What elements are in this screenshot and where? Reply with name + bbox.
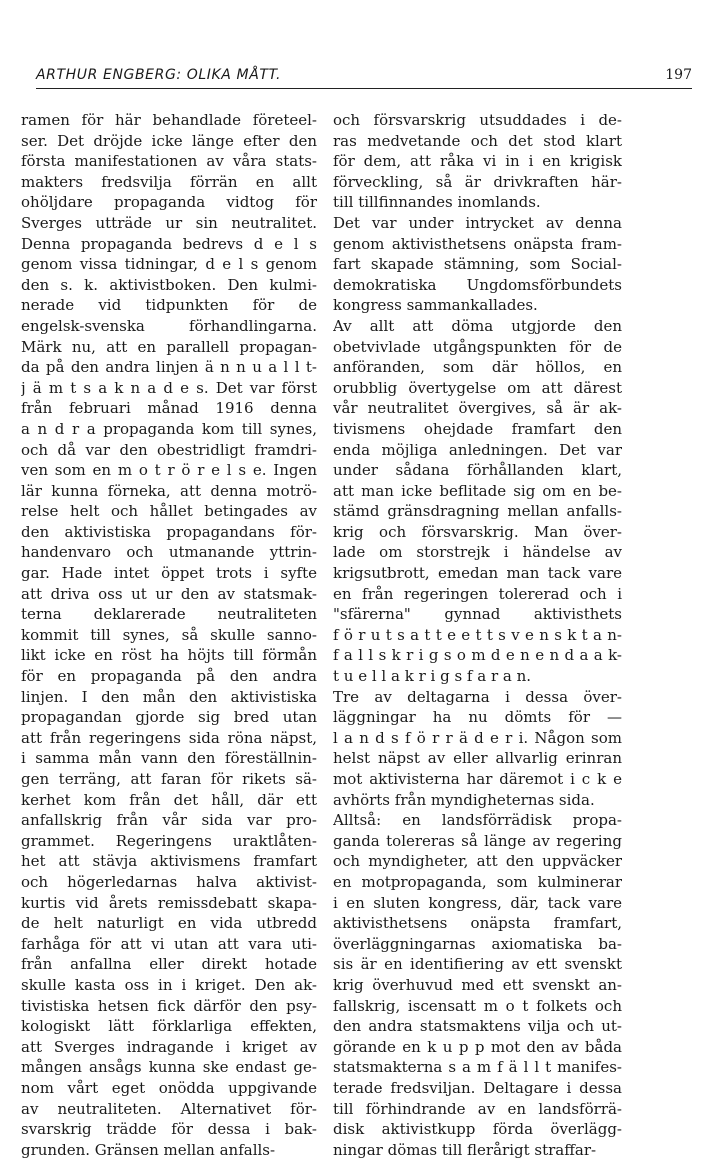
text-line: da på den andra linjen ä n n u a l l t- xyxy=(21,358,317,377)
text-line: kerhet kom från det håll, där ett xyxy=(21,790,317,809)
text-line: "sfärerna" gynnad aktivisthets xyxy=(333,605,622,624)
text-line: tivismens ohejdade framfart den xyxy=(333,419,622,438)
text-line: ras medvetande och det stod klart xyxy=(333,131,622,150)
text-line: obetvivlade utgångspunkten för de xyxy=(333,337,622,356)
text-line: under sådana förhållanden klart, xyxy=(333,461,622,480)
text-line: grammet. Regeringens uraktlåten- xyxy=(21,831,317,850)
text-line: och högerledarnas halva aktivist- xyxy=(21,872,317,891)
text-line: och då var den obestridligt framdri- xyxy=(21,440,317,459)
text-line: anfallskrig från vår sida var pro- xyxy=(21,811,317,830)
text-line: överläggningarnas axiomatiska ba- xyxy=(333,934,622,953)
text-line: mången ansågs kunna ske endast ge- xyxy=(21,1058,317,1077)
text-line: nom vårt eget onödda uppgivande xyxy=(21,1078,317,1097)
text-line: disk aktivistkupp förda överlägg- xyxy=(333,1120,622,1139)
text-line: helst näpst av eller allvarlig erinran xyxy=(333,749,622,768)
text-line: ganda tolereras så länge av regering xyxy=(333,831,622,850)
text-line: i en sluten kongress, där, tack vare xyxy=(333,893,622,912)
text-line: Sverges utträde ur sin neutralitet. xyxy=(21,213,317,232)
text-line: makters fredsvilja förrän en allt xyxy=(21,172,317,191)
text-line: l a n d s f ö r r ä d e r i. Någon som xyxy=(333,728,622,747)
text-line: förveckling, så är drivkraften här- xyxy=(333,172,622,191)
text-line: j ä m t s a k n a d e s. Det var först xyxy=(21,378,317,397)
text-line: ramen för här behandlade företeel- xyxy=(21,111,317,129)
text-line: första manifestationen av våra stats- xyxy=(21,152,317,171)
text-line: terade fredsviljan. Deltagare i dessa xyxy=(333,1078,622,1097)
text-line: kurtis vid årets remissdebatt skapa- xyxy=(21,893,317,912)
page-header xyxy=(36,64,692,89)
text-line: i samma mån vann den föreställnin- xyxy=(21,749,317,768)
text-line: att man icke beflitade sig om en be- xyxy=(333,481,622,500)
text-line: skulle kasta oss in i kriget. Den ak- xyxy=(21,975,317,994)
text-line: sis är en identifiering av ett svenskt xyxy=(333,955,622,974)
text-line: ser. Det dröjde icke länge efter den xyxy=(21,131,317,150)
text-line: stämd gränsdragning mellan anfalls- xyxy=(333,502,622,521)
text-line: Det var under intrycket av denna xyxy=(333,213,622,232)
text-line: från februari månad 1916 denna xyxy=(21,399,317,418)
text-line: Av allt att döma utgjorde den xyxy=(333,316,622,335)
text-line: svarskrig trädde för dessa i bak- xyxy=(21,1120,317,1139)
text-line: aktivisthetsens onäpsta framfart, xyxy=(333,914,622,933)
text-line: lär kunna förneka, att denna motrö- xyxy=(21,481,317,500)
text-line: vår neutralitet övergives, så är ak- xyxy=(333,399,622,418)
text-line: enda möjliga anledningen. Det var xyxy=(333,440,622,459)
text-line: fallskrig, iscensatt m o t folkets och xyxy=(333,996,622,1015)
text-line: av neutraliteten. Alternativet för- xyxy=(21,1099,317,1118)
text-line: genom vissa tidningar, d e l s genom xyxy=(21,255,317,274)
text-line: den aktivistiska propagandans för- xyxy=(21,522,317,541)
text-line: linjen. I den mån den aktivistiska xyxy=(21,687,317,706)
text-line: orubblig övertygelse om att därest xyxy=(333,378,622,397)
text-line: den s. k. aktivistboken. Den kulmi- xyxy=(21,275,317,294)
text-line: Alltså: en landsförrädisk propa- xyxy=(333,811,622,830)
page-number: 197 xyxy=(665,67,692,83)
text-line: att driva oss ut ur den av statsmak- xyxy=(21,584,317,603)
text-line: att från regeringens sida röna näpst, xyxy=(21,728,317,747)
text-line: Tre av deltagarna i dessa över- xyxy=(333,687,622,706)
text-line: t u e l l a k r i g s f a r a n. xyxy=(333,667,532,686)
right-column xyxy=(333,110,622,1160)
text-line: f a l l s k r i g s o m d e n e n d a a k- xyxy=(333,646,622,665)
text-line: demokratiska Ungdomsförbundets xyxy=(333,275,622,294)
text-line: Märk nu, att en parallell propagan- xyxy=(21,337,317,356)
text-line: f ö r u t s a t t e e t t s v e n s k t a n- xyxy=(333,625,622,644)
text-line: ven som en m o t r ö r e l s e. Ingen xyxy=(21,461,317,480)
text-line: avhörts från myndigheternas sida. xyxy=(333,790,595,809)
text-line: och försvarskrig utsuddades i de- xyxy=(333,111,622,129)
text-line: kommit till synes, så skulle sanno- xyxy=(21,625,317,644)
text-line: gar. Hade intet öppet trots i syfte xyxy=(21,564,317,583)
text-line: till tillfinnandes inomlands. xyxy=(333,193,541,212)
text-line: a n d r a propaganda kom till synes, xyxy=(21,419,317,438)
text-line: anföranden, som där höllos, en xyxy=(333,358,622,377)
text-line: grunden. Gränsen mellan anfalls- xyxy=(21,1140,276,1159)
text-line: tivistiska hetsen fick därför den psy- xyxy=(21,996,317,1015)
text-line: och myndigheter, att den uppväcker xyxy=(333,852,622,871)
text-line: statsmakterna s a m f ä l l t manifes- xyxy=(333,1058,622,1077)
text-line: terna deklarerade neutraliteten xyxy=(21,605,317,624)
text-line: mot aktivisterna har däremot i c k e xyxy=(333,770,622,788)
text-line: propagandan gjorde sig bred utan xyxy=(21,708,317,727)
text-line: handenvaro och utmanande yttrin- xyxy=(21,543,317,562)
running-head: ARTHUR ENGBERG: OLIKA MÅTT. xyxy=(36,67,282,83)
text-line: för en propaganda på den andra xyxy=(21,667,317,686)
text-line: de helt naturligt en vida utbredd xyxy=(21,914,317,933)
text-line: krig överhuvud med ett svenskt an- xyxy=(333,975,622,994)
text-line: för dem, att råka vi in i en krigisk xyxy=(333,152,622,171)
text-line: engelsk-svenska förhandlingarna. xyxy=(21,316,317,335)
text-line: relse helt och hållet betingades av xyxy=(21,502,317,521)
text-line: kologiskt lätt förklarliga effekten, xyxy=(21,1017,317,1036)
text-line: gen terräng, att faran för rikets sä- xyxy=(21,770,317,788)
text-line: ningar dömas till flerårigt straffar- xyxy=(333,1140,597,1159)
text-line: Denna propaganda bedrevs d e l s xyxy=(21,234,317,253)
text-line: kongress sammankallades. xyxy=(333,296,538,315)
text-line: görande en k u p p mot den av båda xyxy=(333,1037,622,1056)
text-line: en från regeringen tolererad och i xyxy=(333,584,622,603)
text-line: den andra statsmaktens vilja och ut- xyxy=(333,1017,622,1036)
text-line: från anfallna eller direkt hotade xyxy=(21,955,317,974)
text-line: ohöljdare propaganda vidtog för xyxy=(21,193,317,212)
left-column xyxy=(21,110,317,1160)
text-line: läggningar ha nu dömts för — xyxy=(333,708,622,727)
text-line: att Sverges indragande i kriget av xyxy=(21,1037,317,1056)
text-line: nerade vid tidpunkten för de xyxy=(21,296,317,315)
text-line: en motpropaganda, som kulminerar xyxy=(333,872,622,891)
text-line: krigsutbrott, emedan man tack vare xyxy=(333,564,622,583)
text-line: farhåga för att vi utan att vara uti- xyxy=(21,934,317,953)
text-line: lade om storstrejk i händelse av xyxy=(333,543,622,562)
text-line: het att stävja aktivismens framfart xyxy=(21,852,317,871)
text-line: likt icke en röst ha höjts till förmån xyxy=(21,646,317,665)
text-line: krig och försvarskrig. Man över- xyxy=(333,522,622,541)
text-line: genom aktivisthetsens onäpsta fram- xyxy=(333,234,622,253)
text-line: till förhindrande av en landsförrä- xyxy=(333,1099,622,1118)
text-line: fart skapade stämning, som Social- xyxy=(333,255,622,274)
